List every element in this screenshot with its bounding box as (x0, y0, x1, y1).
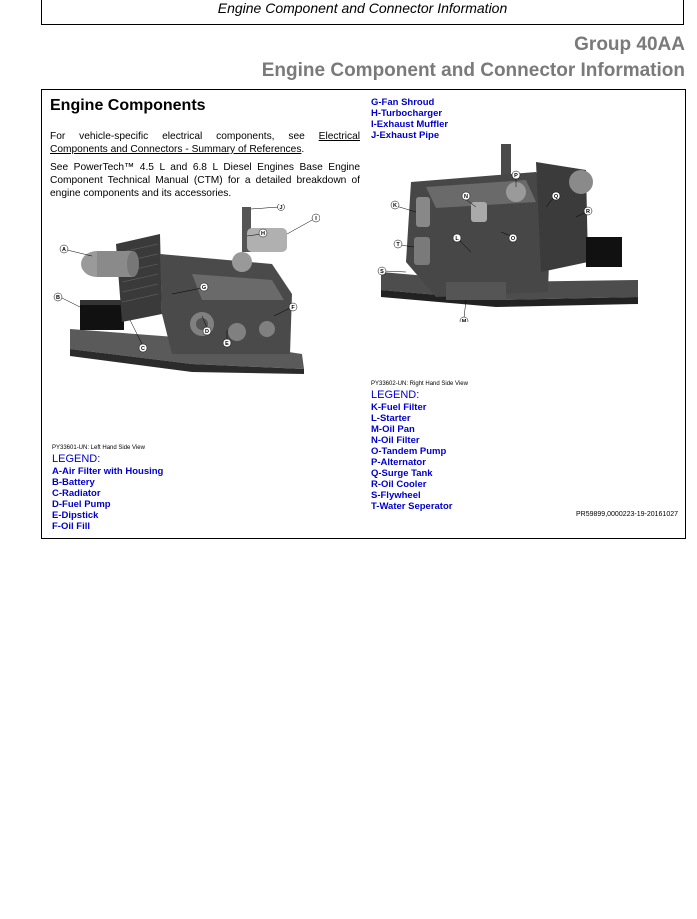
callout-j (278, 204, 285, 211)
svg-text:I: I (315, 216, 317, 222)
turbo-shape (232, 252, 252, 272)
legend-item: P-Alternator (371, 457, 426, 468)
intro-paragraph (50, 130, 360, 156)
right-legend-title: LEGEND: (371, 389, 420, 401)
legend-item: A-Air Filter with Housing (52, 466, 164, 477)
ctm-paragraph: See PowerTech™ 4.5 L and 6.8 L Diesel Engines Base Engine Component Technical Manual (CTM) for a detailed breakdown of engine components and its accessories. (50, 162, 360, 199)
legend-item: K-Fuel Filter (371, 402, 427, 413)
intro-text: For vehicle-specific electrical components, see (50, 131, 319, 142)
svg-text:L: L (455, 236, 459, 242)
svg-text:D: D (205, 329, 209, 335)
section-title: Engine Component and Connector Information (261, 60, 685, 81)
svg-text:G: G (201, 285, 207, 291)
callout-d (203, 327, 211, 335)
legend-item: H-Turbocharger (371, 108, 443, 119)
electrical-components-link[interactable]: Electrical Components and Connectors - Summary of References (50, 131, 360, 155)
callout-h (259, 229, 267, 237)
legend-item: T-Water Seperator (371, 501, 453, 512)
legend-item: Q-Surge Tank (371, 468, 433, 479)
content-box (41, 89, 686, 539)
legend-item: E-Dipstick (52, 510, 99, 521)
intro-suffix: . (301, 144, 305, 155)
legend-item: D-Fuel Pump (52, 499, 111, 510)
left-legend-title: LEGEND: (52, 453, 101, 465)
svg-text:K: K (393, 203, 397, 209)
svg-text:B: B (56, 295, 60, 301)
callout-g (200, 283, 208, 291)
legend-item: O-Tandem Pump (371, 446, 447, 457)
legend-item: N-Oil Filter (371, 435, 420, 446)
legend-item: L-Starter (371, 413, 411, 424)
group-title: Group 40AA (574, 34, 685, 55)
legend-item: I-Exhaust Muffler (371, 119, 449, 130)
svg-text:F: F (291, 305, 295, 311)
water-separator-shape (414, 237, 430, 265)
svg-text:N: N (464, 194, 468, 200)
oil-pan-shape (446, 282, 506, 300)
callout-r (584, 207, 592, 215)
svg-text:A: A (62, 247, 66, 253)
callout-p (512, 171, 520, 179)
svg-text:Q: Q (553, 194, 559, 200)
callout-s (378, 267, 386, 275)
left-side-engine-figure (52, 204, 320, 386)
callout-o (509, 234, 517, 242)
battery-shape (586, 237, 622, 267)
fuel-filter-shape (416, 197, 430, 227)
surge-tank-shape (569, 170, 593, 194)
right-figure-caption: PY33602-UN: Right Hand Side View (371, 381, 468, 387)
callout-m (460, 317, 468, 322)
callout-q (552, 192, 560, 200)
svg-text:M: M (461, 319, 467, 322)
callout-e (223, 339, 231, 347)
legend-item: J-Exhaust Pipe (371, 130, 440, 141)
right-legend-list (371, 402, 452, 512)
callout-t (394, 240, 402, 248)
svg-text:J: J (279, 205, 283, 211)
callout-l (453, 234, 461, 242)
legend-item: G-Fan Shroud (371, 97, 435, 108)
left-legend-list (52, 466, 163, 532)
continued-legend-list (371, 97, 448, 141)
callout-k (391, 201, 399, 209)
svg-text:P: P (514, 173, 518, 179)
svg-text:O: O (510, 236, 516, 242)
running-header-text: Engine Component and Connector Information (217, 0, 508, 16)
left-figure-caption: PY33601-UN: Left Hand Side View (52, 445, 145, 451)
svg-text:S: S (380, 269, 384, 275)
svg-text:T: T (396, 242, 400, 248)
right-side-engine-figure (376, 142, 644, 322)
legend-item: C-Radiator (52, 488, 101, 499)
callout-b (54, 293, 62, 301)
legend-item: R-Oil Cooler (371, 479, 427, 490)
callout-i (312, 214, 320, 222)
reference-code: PR59899,0000223-19-20161027 (576, 511, 678, 518)
legend-item: M-Oil Pan (371, 424, 415, 435)
legend-item: B-Battery (52, 477, 95, 488)
callout-n (462, 192, 470, 200)
running-header (41, 0, 684, 25)
callout-f (289, 303, 297, 311)
callout-c (139, 344, 147, 352)
svg-text:R: R (586, 209, 590, 215)
svg-text:E: E (225, 341, 229, 347)
svg-text:H: H (261, 231, 265, 237)
legend-item: F-Oil Fill (52, 521, 90, 532)
legend-item: S-Flywheel (371, 490, 421, 501)
svg-text:C: C (141, 346, 145, 352)
callout-a (60, 245, 68, 253)
page-title: Engine Components (50, 97, 206, 114)
